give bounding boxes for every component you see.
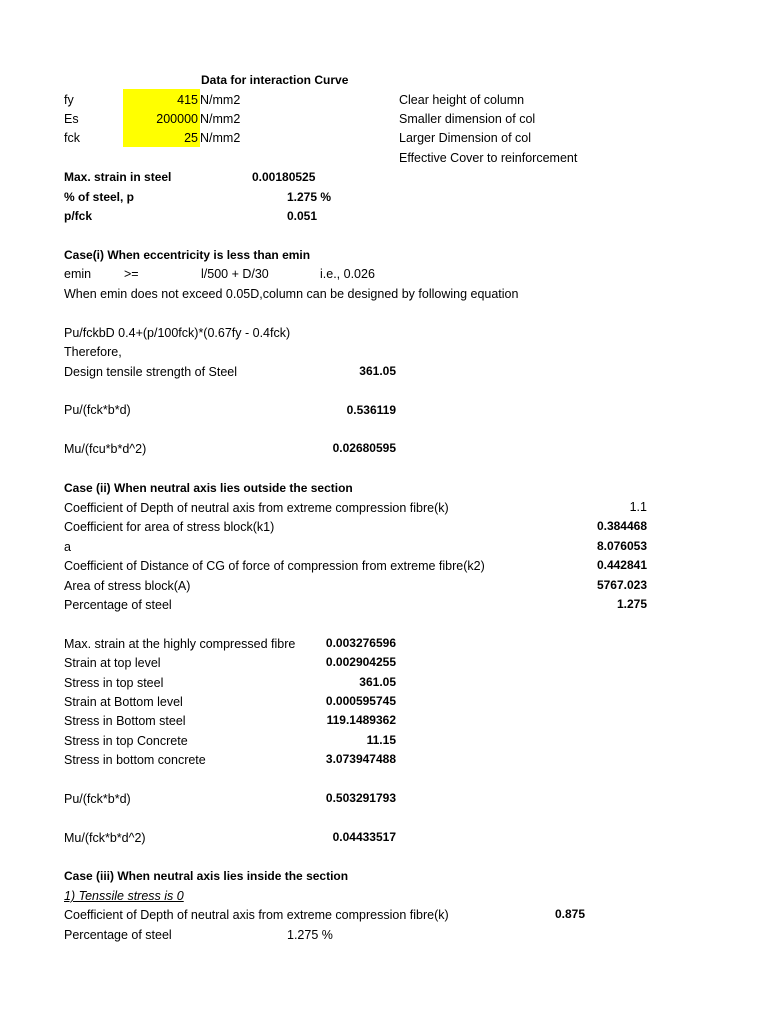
- case1-mu-value: 0.02680595: [332, 441, 396, 455]
- case2-row-value: 0.384468: [596, 519, 647, 533]
- case1-dts-label: Design tensile strength of Steel: [64, 365, 238, 379]
- case1-mu-label: Mu/(fcu*b*d^2): [64, 442, 147, 456]
- input-unit-fck: N/mm2: [200, 131, 241, 145]
- pct-steel-label: % of steel, p: [64, 190, 135, 204]
- strain-value: 0.003276596: [325, 636, 396, 650]
- p-fck-label: p/fck: [64, 209, 93, 223]
- case2-row-label: Area of stress block(A): [64, 579, 191, 593]
- column-label: Larger Dimension of col: [399, 131, 532, 145]
- case1-equation: Pu/fckbD 0.4+(p/100fck)*(0.67fy - 0.4fck): [64, 326, 291, 340]
- p-fck-value: 0.051: [287, 209, 318, 223]
- strain-label: Stress in Bottom steel: [64, 714, 186, 728]
- case2-row-label: a: [64, 540, 71, 554]
- case1-emin: emin: [64, 267, 92, 281]
- case2-row-value: 1.1: [629, 500, 647, 514]
- column-label: Effective Cover to reinforcement: [399, 151, 578, 165]
- input-value-es[interactable]: 200000: [156, 112, 198, 126]
- case2-row-label: Coefficient of Depth of neutral axis from extreme compression fibre(k): [64, 501, 449, 515]
- input-value-fck[interactable]: 25: [184, 131, 198, 145]
- column-label: Clear height of column: [399, 93, 525, 107]
- case1-note: When emin does not exceed 0.05D,column can be designed by following equation: [64, 287, 519, 301]
- strain-value: 361.05: [359, 675, 396, 689]
- case1-pu-value: 0.536119: [346, 403, 396, 417]
- case2-pu-label: Pu/(fck*b*d): [64, 792, 131, 806]
- case1-gte: >=: [124, 267, 139, 281]
- strain-value: 3.073947488: [325, 752, 396, 766]
- case2-heading: Case (ii) When neutral axis lies outside the section: [64, 481, 353, 495]
- case3-pct-value: 1.275 %: [287, 928, 333, 942]
- input-value-fy[interactable]: 415: [177, 93, 198, 107]
- strain-label: Stress in top steel: [64, 676, 164, 690]
- input-label-fck: fck: [64, 131, 80, 145]
- case1-therefore: Therefore,: [64, 345, 122, 359]
- case2-row-value: 5767.023: [596, 578, 647, 592]
- case2-row-label: Coefficient for area of stress block(k1): [64, 520, 275, 534]
- strain-label: Stress in top Concrete: [64, 734, 188, 748]
- strain-value: 119.1489362: [326, 713, 396, 727]
- case3-k-label: Coefficient of Depth of neutral axis from extreme compression fibre(k): [64, 908, 449, 922]
- case3-k-value: 0.875: [555, 907, 586, 921]
- case2-row-label: Percentage of steel: [64, 598, 172, 612]
- strain-value: 0.000595745: [325, 694, 396, 708]
- case1-formula: l/500 + D/30: [201, 267, 269, 281]
- case1-pu-label: Pu/(fck*b*d): [64, 403, 131, 417]
- input-label-fy: fy: [64, 93, 74, 107]
- case3-heading: Case (iii) When neutral axis lies inside the section: [64, 869, 349, 883]
- strain-value: 11.15: [366, 733, 396, 747]
- case2-row-value: 8.076053: [596, 539, 647, 553]
- case2-pu-value: 0.503291793: [325, 791, 396, 805]
- case2-row-value: 1.275: [616, 597, 647, 611]
- max-strain-value: 0.00180525: [252, 170, 316, 184]
- input-unit-fy: N/mm2: [200, 93, 241, 107]
- max-strain-label: Max. strain in steel: [64, 170, 172, 184]
- case3-pct-label: Percentage of steel: [64, 928, 172, 942]
- case2-mu-value: 0.04433517: [332, 830, 396, 844]
- case1-heading: Case(i) When eccentricity is less than emin: [64, 248, 311, 262]
- input-unit-es: N/mm2: [200, 112, 241, 126]
- strain-label: Strain at top level: [64, 656, 161, 670]
- case3-subheading: 1) Tenssile stress is 0: [64, 889, 184, 903]
- input-label-es: Es: [64, 112, 79, 126]
- strain-label: Max. strain at the highly compressed fibre: [64, 637, 296, 651]
- column-label: Smaller dimension of col: [399, 112, 536, 126]
- strain-label: Strain at Bottom level: [64, 695, 183, 709]
- case2-row-value: 0.442841: [596, 558, 647, 572]
- strain-label: Stress in bottom concrete: [64, 753, 206, 767]
- case1-dts-value: 361.05: [359, 364, 396, 378]
- case2-row-label: Coefficient of Distance of CG of force of compression from extreme fibre(k2): [64, 559, 485, 573]
- strain-value: 0.002904255: [325, 655, 396, 669]
- case1-ie: i.e., 0.026: [320, 267, 375, 281]
- pct-steel-value: 1.275 %: [287, 190, 332, 204]
- sheet-title: Data for interaction Curve: [201, 73, 349, 87]
- case2-mu-label: Mu/(fck*b*d^2): [64, 831, 146, 845]
